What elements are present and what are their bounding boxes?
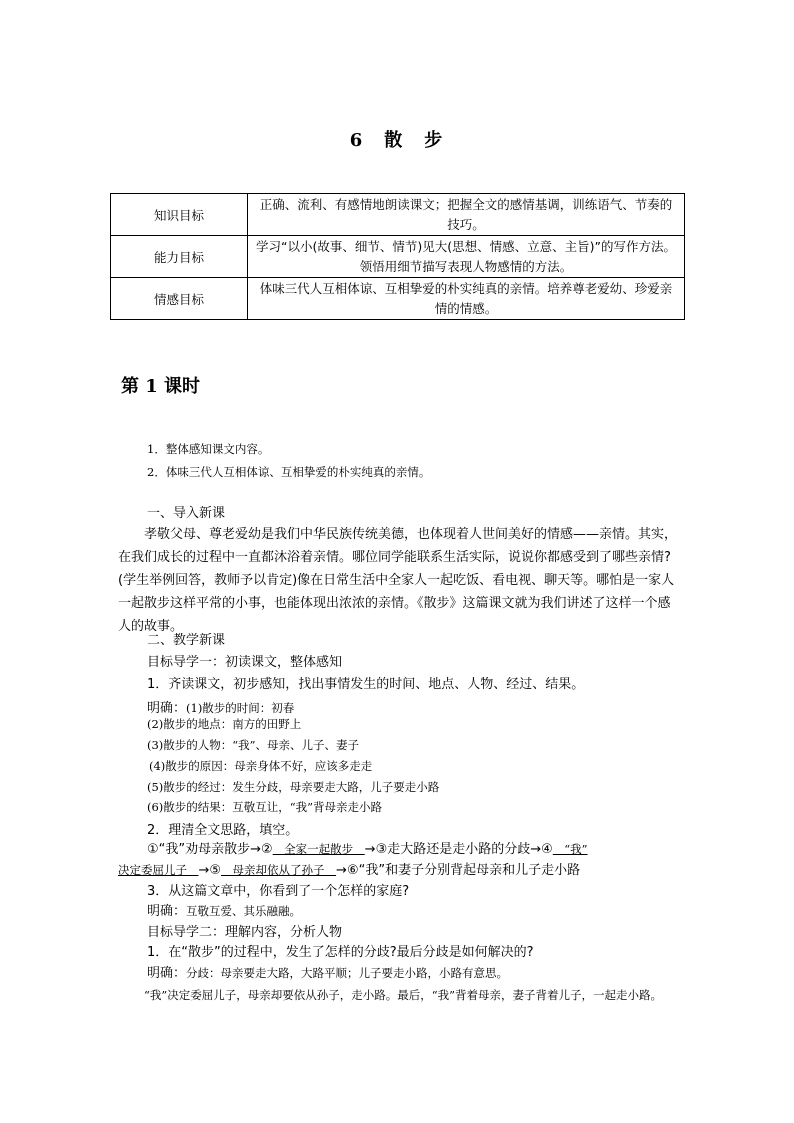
answer-label: 明确： <box>147 701 187 716</box>
goal-text: 体味三代人互相体谅、互相挚爱的朴实纯真的亲情。培养尊老爱幼、珍爱亲情的情感。 <box>248 278 685 320</box>
question-4: 1．在“散步”的过程中，发生了怎样的分歧?最后分歧是如何解决的? <box>147 945 534 960</box>
answer-label: 明确： <box>147 904 187 919</box>
table-row <box>111 236 685 278</box>
answer-4-paragraph: “我”决定委屈儿子，母亲却要依从孙子，走小路。最后，“我”背着母亲，妻子背着儿子，一起走小路。 <box>144 988 663 1002</box>
goal-text: 学习“以小(故事、细节、情节)见大(思想、情感、立意、主旨)”的写作方法。领悟用细节描写表现人物感情的方法。 <box>248 236 685 278</box>
answer-label: 明确： <box>147 966 187 981</box>
guide-heading: 目标导学一：初读课文，整体感知 <box>147 655 343 670</box>
answer-text: 互敬互爱、其乐融融。 <box>186 904 302 918</box>
fill-blank: 决定委屈儿子 <box>118 863 199 877</box>
fill-text: →⑥“我”和妻子分别背起母亲和儿子走小路 <box>336 863 581 878</box>
question-3: 3．从这篇文章中，你看到了一个怎样的家庭? <box>147 884 410 899</box>
fill-blank: 母亲却依从了孙子 <box>221 863 337 877</box>
table-row <box>111 194 685 236</box>
objective-item: 2．体味三代人互相体谅、互相挚爱的朴实纯真的亲情。 <box>147 465 431 479</box>
answer-item: (4)散步的原因：母亲身体不好，应该多走走 <box>149 759 373 773</box>
goals-table <box>110 193 685 320</box>
goal-label: 知识目标 <box>111 194 248 236</box>
guide-heading: 目标导学二：理解内容，分析人物 <box>147 925 343 940</box>
fill-line-2 <box>118 859 580 878</box>
section-heading: 一、导入新课 <box>147 506 226 521</box>
objective-item: 1．整体感知课文内容。 <box>147 442 270 456</box>
section-heading: 二、教学新课 <box>147 633 226 648</box>
fill-line-1 <box>147 838 588 857</box>
fill-text: →③走大路还是走小路的分歧→④ <box>364 842 553 857</box>
table-row <box>111 278 685 320</box>
answer-item: (2)散步的地点：南方的田野上 <box>147 717 302 731</box>
question-1: 1．齐读课文，初步感知，找出事情发生的时间、地点、人物、经过、结果。 <box>147 677 585 692</box>
fill-blank: “我” <box>552 842 588 856</box>
lesson-heading: 第 1 课时 <box>121 376 201 397</box>
answer-item: (6)散步的结果：互敬互让，“我”背母亲走小路 <box>147 800 383 814</box>
page-title: 6 散 步 <box>349 130 445 151</box>
answer-3 <box>147 900 301 919</box>
intro-paragraph: 孝敬父母、尊老爱幼是我们中华民族传统美德，也体现着人世间美好的情感——亲情。其实，在我们成长的过程中一直都沐浴着亲情。哪位同学能联系生活实际，说说你都感受到了哪些亲情?(学生举例回答，教师予以肯定)像在日常生活中全家人一起吃饭、看电视、聊天等。哪怕是一家人一起散步这样平常的小事，也能体现出浓浓的亲情。《散步》这篇课文就为我们讲述了这样一个感人的故事。 <box>118 527 678 634</box>
goal-label: 情感目标 <box>111 278 248 320</box>
answer-1-first <box>147 697 294 716</box>
answer-4-first <box>147 962 508 981</box>
answer-text: (1)散步的时间：初春 <box>186 701 295 715</box>
question-2: 2．理清全文思路，填空。 <box>147 823 299 838</box>
goal-label: 能力目标 <box>111 236 248 278</box>
goal-text: 正确、流利、有感情地朗读课文；把握全文的感情基调，训练语气、节奏的技巧。 <box>248 194 685 236</box>
answer-item: (3)散步的人物：“我”、母亲、儿子、妻子 <box>147 738 360 752</box>
answer-item: (5)散步的经过：发生分歧，母亲要走大路，儿子要走小路 <box>147 780 440 794</box>
answer-text: 分歧：母亲要走大路，大路平顺；儿子要走小路，小路有意思。 <box>186 966 509 980</box>
fill-text: →⑤ <box>198 863 222 878</box>
fill-text: ①“我”劝母亲散步→② <box>147 842 273 857</box>
fill-blank: 全家一起散步 <box>272 842 365 856</box>
